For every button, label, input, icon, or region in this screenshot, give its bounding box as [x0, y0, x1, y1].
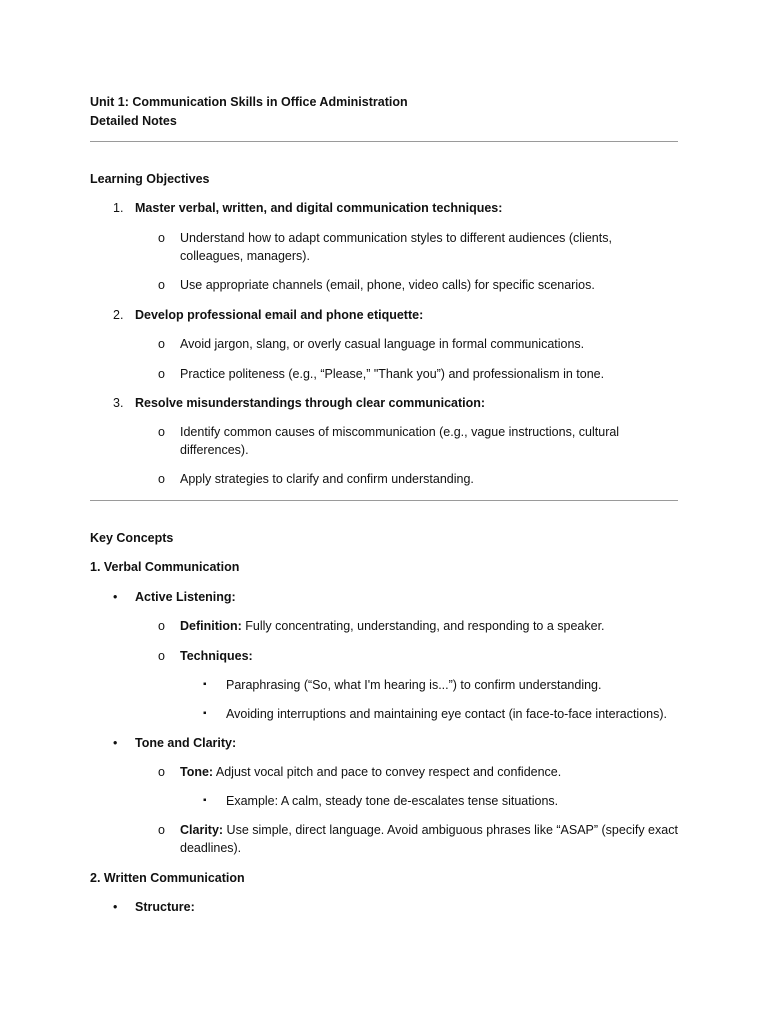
bullet: •	[113, 900, 118, 914]
circle-bullet: o	[158, 823, 165, 837]
topic-label-structure: Structure:	[135, 900, 195, 914]
topic-label-tone-clarity: Tone and Clarity:	[135, 736, 237, 750]
bullet: •	[113, 736, 118, 750]
circle-bullet: o	[158, 367, 165, 381]
objective-title: Resolve misunderstandings through clear communication:	[135, 396, 486, 410]
clarity-label: Clarity:	[180, 823, 224, 837]
section-heading-key-concepts: Key Concepts	[90, 531, 174, 545]
techniques-label: Techniques:	[180, 649, 253, 663]
clarity-item	[180, 821, 678, 839]
tone-label: Tone:	[180, 765, 214, 779]
topic-label-active-listening: Active Listening:	[135, 590, 236, 604]
subsection-heading-written: 2. Written Communication	[90, 871, 245, 885]
list-number: 3.	[113, 396, 124, 410]
definition-item	[180, 617, 605, 635]
objective-sub-item-continued: colleagues, managers).	[180, 249, 310, 263]
tone-item	[180, 763, 561, 781]
objective-sub-item: Identify common causes of miscommunication (e.g., vague instructions, cultural	[180, 425, 620, 439]
document-subtitle: Detailed Notes	[90, 114, 177, 128]
objective-sub-item: Understand how to adapt communication styles to different audiences (clients,	[180, 231, 612, 245]
technique-item: Paraphrasing (“So, what I'm hearing is...”) to confirm understanding.	[226, 678, 602, 692]
tone-example: Example: A calm, steady tone de-escalates tense situations.	[226, 794, 559, 808]
circle-bullet: o	[158, 278, 165, 292]
circle-bullet: o	[158, 765, 165, 779]
objective-title: Master verbal, written, and digital communication techniques:	[135, 201, 503, 215]
circle-bullet: o	[158, 472, 165, 486]
clarity-text-continued: deadlines).	[180, 841, 242, 855]
objective-title: Develop professional email and phone etiquette:	[135, 308, 424, 322]
bullet: •	[113, 590, 118, 604]
technique-item: Avoiding interruptions and maintaining eye contact (in face-to-face interactions).	[226, 707, 667, 721]
square-bullet: ▪	[203, 679, 207, 690]
circle-bullet: o	[158, 337, 165, 351]
clarity-text: Use simple, direct language. Avoid ambiguous phrases like “ASAP” (specify exact	[223, 823, 678, 837]
square-bullet: ▪	[203, 708, 207, 719]
list-number: 1.	[113, 201, 124, 215]
objective-sub-item-continued: differences).	[180, 443, 249, 457]
objective-sub-item: Avoid jargon, slang, or overly casual language in formal communications.	[180, 337, 585, 351]
section-heading-objectives: Learning Objectives	[90, 172, 210, 186]
circle-bullet: o	[158, 425, 165, 439]
objective-sub-item: Use appropriate channels (email, phone, video calls) for specific scenarios.	[180, 278, 595, 292]
divider	[90, 141, 678, 142]
square-bullet: ▪	[203, 795, 207, 806]
circle-bullet: o	[158, 231, 165, 245]
tone-text: Adjust vocal pitch and pace to convey respect and confidence.	[213, 765, 562, 779]
circle-bullet: o	[158, 649, 165, 663]
subsection-heading-verbal: 1. Verbal Communication	[90, 560, 240, 574]
definition-label: Definition:	[180, 619, 242, 633]
list-number: 2.	[113, 308, 124, 322]
circle-bullet: o	[158, 619, 165, 633]
divider	[90, 500, 678, 501]
definition-text: Fully concentrating, understanding, and responding to a speaker.	[241, 619, 605, 633]
objective-sub-item: Apply strategies to clarify and confirm understanding.	[180, 472, 474, 486]
objective-sub-item: Practice politeness (e.g., “Please,” "Thank you”) and professionalism in tone.	[180, 367, 605, 381]
document-title: Unit 1: Communication Skills in Office Administration	[90, 95, 408, 109]
